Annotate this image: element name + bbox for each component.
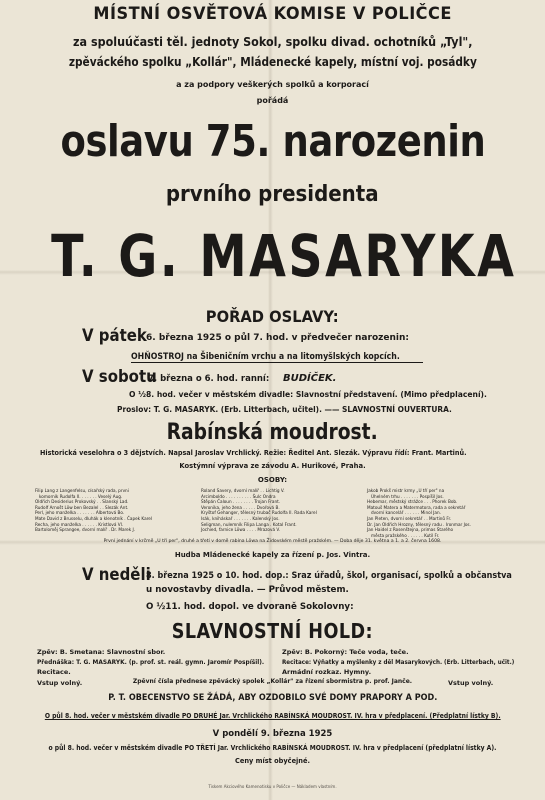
tribute-item: Armádní rozkaz. Hymny. [282,668,372,676]
title-sub: prvního presidenta [166,182,379,207]
program-heading: POŘAD OSLAVY: [206,307,339,326]
cast-list: Filip Lang z Langenfelsu, císařský rada, prvni komorník Rudolfa II. . . . . . . Veselý Aug. Oldřich Desiderius Prokovský . . Slanský Lad. Rudolf Arnošt Löw ben Bezalel . . Slezák Ant. Perl, jeho manželka . . . . . . . Albertová Bo. Mate David z Brusselu, dluhák a klenotník . Čapek Karel Recha, jeho manželka . . . . . . Kristlová Vl. Bartoloměj Sprangee, dvorní malíř . Dr. Marek J. [35,488,153,533]
tribute-item: Recitace. [37,668,71,676]
sunday-text-2: u novostavby divadla. — Průvod městem. [146,585,349,595]
friday-text: 6. března 1925 o půl 7. hod. v předvečer narozenin: [146,333,409,343]
repeat-performance: o půl 8. hod. večer v městském divadle PO TŘETÍ Jar. Vrchlického RABÍNSKÁ MOUDROST. IV. hra v předplacení (předplatní lístky A). [48,744,497,752]
play-note: První jednání v krčmě „U tří per", druhé a třetí v domě rabína Löwa na Židovském městě pražském. — Doba děje 31. května a 1. a 2. června 1608. [103,539,442,544]
tribute-item: Recitace: Výňatky a myšlenky z děl Masarykových. (Erb. Litterbach, učit.) [282,658,515,666]
play-description: Historická veselohra o 3 dějstvích. Napsal Jaroslav Vrchlický. Režie: Ředitel Ant. Slezák. Výpravu řídí: Frant. Martinů. [40,449,467,457]
header-support-line: a za podpory veškerých spolků a korporací [176,80,369,89]
title-main: oslavu 75. narozenin [60,116,485,167]
play-costumes: Kostýmní výprava ze závodu A. Hurikové, Praha. [179,462,366,470]
saturday-text: 7. března o 6. hod. ranní: [148,374,270,384]
play-title: Rabínská moudrost. [166,420,379,445]
saturday-day: V sobotu [82,367,157,387]
header-partners-line: zpěváckého spolku „Kollár", Mládenecké kapely, místní voj. posádky [68,55,477,69]
printer-line: Tiskem Akciového Kamenotisku v Poličce — Nákladem vlastním. [208,784,337,789]
sunday-sokol: O ½11. hod. dopol. ve dvoraně Sokolovny: [146,602,354,612]
saturday-theatre: O ½8. hod. večer v městském divadle: Slavnostní představení. (Mimo předplacení). [129,389,487,399]
public-appeal: P. T. OBECENSTVO SE ŽÁDÁ, ABY OZDOBILO SVÉ DOMY PRAPORY A POD. [107,693,438,703]
tribute-item: Přednáška: T. G. MASARYK. (p. prof. st. reál. gymn. Jaromír Pospíšil). [37,658,265,666]
band-line: Hudba Mládenecké kapely za řízení p. Jos. Vintra. [174,551,371,559]
cast-heading: OSOBY: [257,476,288,484]
header-organizer: MÍSTNÍ OSVĚTOVÁ KOMISE V POLIČCE [93,4,452,24]
tribute-item: Vstup volný. [37,679,83,687]
tribute-heading: SLAVNOSTNÍ HOLD: [171,619,374,643]
repeat-performance: O půl 8. hod. večer v městském divadle PO DRUHÉ Jar. Vrchlického RABÍNSKÁ MOUDROST. IV. hra v předplacení. (Předplatní lístky B). [44,712,501,720]
header-partners-line: za spoluúčasti těl. jednoty Sokol, spolku divad. ochotníků „Tyl", [72,35,473,49]
monday-line: V pondělí 9. března 1925 [212,729,333,739]
tribute-item: Zpěv: B. Pokorný: Teče voda, teče. [282,648,409,656]
tribute-choir: Zpěvní čísla přednese zpěvácký spolek „Kollár" za řízení sbormistra p. prof. Janče. [132,678,413,685]
header-presents: pořádá [256,96,289,105]
prices-line: Ceny míst obyčejné. [235,757,310,765]
title-name: T. G. MASARYKA [51,222,517,290]
cast-list: Roland Savery, dvorní malíř . . Lichtig V. Arcimboldo . . . . . . . . . . Šulc Ondra Štěpán Čaloun . . . . . . . . Trojan Frant. Veronika, jeho žena . . . . . Dvořová B. Kryštof Gehanger, tělesný trubač Rudolfa II. Rada Karel Isák, kniháskař . . . . . . . Kalenský Jos. Seligman, nulemník Filipa Langa . Kotal Frant. Jochied, farnice Löwa . . . . Mrazová V. [201,488,317,533]
friday-fireworks: OHŇOSTROJ na Šibeničním vrchu a na litomyšlských kopcích. [131,352,423,363]
tribute-item: Zpěv: B. Smetana: Slavnostní sbor. [37,648,166,656]
tribute-item: Vstup volný. [448,679,494,687]
prologue-line: Proslov: T. G. MASARYK. (Erb. Litterbach, učitel). —— SLAVNOSTNÍ OUVERTURA. [117,405,452,414]
cast-list: Jakob Prokš mistr krmy „U tří per" na Úhelném trhu . . . . . . . Pospíšil Jos. Hebemar, městský strážce . . . Phorek Bob. Matouš Matera a Matermotora, rada a sekretář dvorní kancelář . . . . . . Minol Jan. Jan Pleten, dvorní sekretář . . Martinů Fr. Dr. Jan Oldřich Hrozny, tělesný radu . Ironmar Jos. Jan Haidel z Rosenštejna, primas Starého města pražského . . . . . . Kutil Fr. [367,488,471,538]
saturday-reveille: BUDÍČEK. [283,373,337,384]
sunday-text: 8. března 1925 o 10. hod. dop.: Sraz úřadů, škol, organisací, spolků a občanstva [146,571,512,581]
sunday-day: V neděli [82,565,151,585]
friday-day: V pátek [82,326,147,346]
